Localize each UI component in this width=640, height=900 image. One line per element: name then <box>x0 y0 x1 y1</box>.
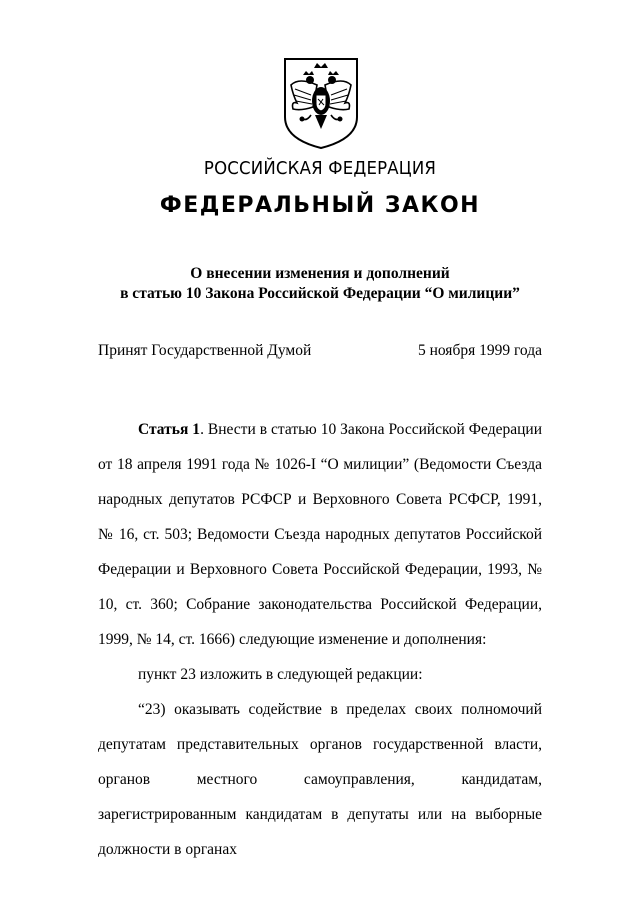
law-title-line-1: О внесении изменения и дополнений <box>190 265 450 282</box>
country-name: РОССИЙСКАЯ ФЕДЕРАЦИЯ <box>203 158 437 179</box>
document-type-heading: ФЕДЕРАЛЬНЫЙ ЗАКОН <box>159 193 481 218</box>
law-body <box>98 412 542 867</box>
law-title <box>0 264 640 304</box>
adoption-info <box>98 342 542 360</box>
article-1-label: Статья 1 <box>138 421 201 438</box>
article-1-quoted-text: “23) оказывать содействие в пределах своих полномочий депутатам представительных органов государственной власти, органов местного самоуправления, кандидатам, зарегистрированным кандидатам в депутаты или на выборные должности в органах <box>98 701 542 858</box>
article-1-paragraph <box>98 412 542 657</box>
adoption-date: 5 ноября 1999 года <box>417 342 542 359</box>
article-1-intro-text: . Внести в статью 10 Закона Российской Федерации от 18 апреля 1991 года № 1026-I “О милиции” (Ведомости Съезда народных депутатов РСФСР и Верховного Совета РСФСР, 1991, № 16, ст. 503; Ведомости Съезда народных депутатов Российской Федерации и Верховного Совета Российской Федерации, 1993, № 10, ст. 360; Собрание законодательства Российской Федерации, 1999, № 14, ст. 1666) следующие изменение и дополнения: <box>98 421 543 648</box>
adoption-label: Принят Государственной Думой <box>98 342 312 359</box>
law-title-line-2: в статью 10 Закона Российской Федерации “О милиции” <box>120 285 520 302</box>
coat-of-arms-emblem <box>279 55 363 151</box>
article-1-point-instruction: пункт 23 изложить в следующей редакции: <box>138 666 423 683</box>
